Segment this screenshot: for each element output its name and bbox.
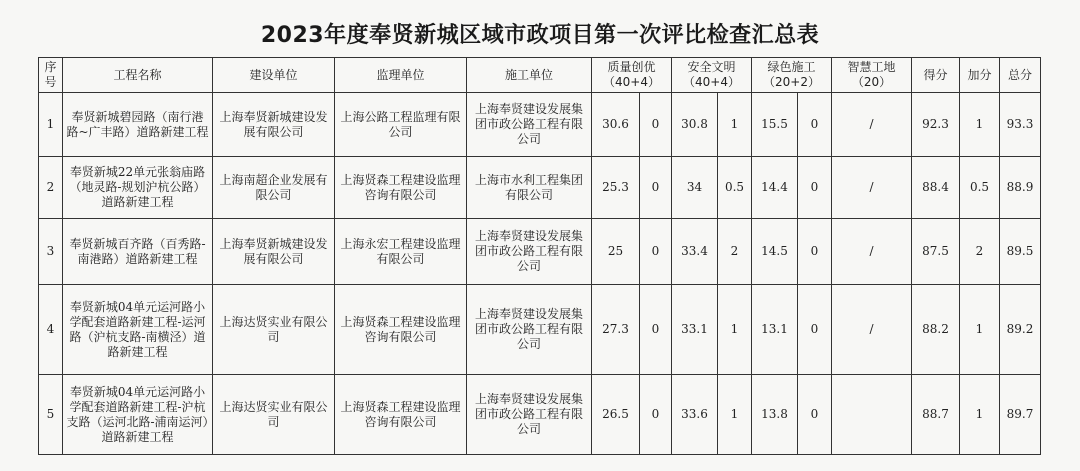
header-project-name: 工程名称 (63, 58, 213, 93)
header-quality: 质量创优 （40+4） (592, 58, 672, 93)
cell-project-name: 奉贤新城百齐路（百秀路-南港路）道路新建工程 (63, 219, 213, 285)
cell-seq: 3 (39, 219, 63, 285)
cell-bonus: 1 (960, 285, 1000, 375)
cell-safety: 30.8 (672, 93, 718, 157)
cell-project-name: 奉贤新城04单元运河路小学配套道路新建工程-沪杭支路（运河北路-浦南运河）道路新建工程 (63, 375, 213, 455)
cell-safety: 33.4 (672, 219, 718, 285)
header-contractor: 施工单位 (467, 58, 592, 93)
cell-quality: 25.3 (592, 157, 640, 219)
header-safety: 安全文明 （40+4） (672, 58, 752, 93)
cell-quality-bonus: 0 (640, 375, 672, 455)
cell-green-bonus: 0 (798, 93, 832, 157)
cell-supervisor: 上海公路工程监理有限公司 (335, 93, 467, 157)
document-title: 2023年度奉贤新城区域市政项目第一次评比检查汇总表 (260, 23, 820, 48)
cell-safety-bonus: 0.5 (718, 157, 752, 219)
cell-green: 14.5 (752, 219, 798, 285)
table-row (39, 375, 1041, 455)
cell-safety-bonus: 1 (718, 375, 752, 455)
cell-contractor: 上海奉贤建设发展集团市政公路工程有限公司 (467, 285, 592, 375)
cell-smart-site: / (832, 285, 912, 375)
cell-score: 88.2 (912, 285, 960, 375)
cell-quality: 26.5 (592, 375, 640, 455)
header-green: 绿色施工 （20+2） (752, 58, 832, 93)
cell-quality-bonus: 0 (640, 93, 672, 157)
cell-seq: 5 (39, 375, 63, 455)
cell-quality-bonus: 0 (640, 285, 672, 375)
cell-contractor: 上海奉贤建设发展集团市政公路工程有限公司 (467, 93, 592, 157)
cell-seq: 1 (39, 93, 63, 157)
cell-builder: 上海达贤实业有限公司 (213, 375, 335, 455)
cell-supervisor: 上海贤森工程建设监理咨询有限公司 (335, 157, 467, 219)
cell-smart-site (832, 375, 912, 455)
cell-smart-site: / (832, 93, 912, 157)
cell-total: 89.2 (1000, 285, 1041, 375)
cell-seq: 4 (39, 285, 63, 375)
cell-score: 88.4 (912, 157, 960, 219)
cell-green-bonus: 0 (798, 285, 832, 375)
cell-safety: 33.1 (672, 285, 718, 375)
cell-safety: 33.6 (672, 375, 718, 455)
cell-total: 89.5 (1000, 219, 1041, 285)
cell-green-bonus: 0 (798, 157, 832, 219)
cell-score: 88.7 (912, 375, 960, 455)
cell-green-bonus: 0 (798, 375, 832, 455)
cell-supervisor: 上海贤森工程建设监理咨询有限公司 (335, 285, 467, 375)
cell-project-name: 奉贤新城碧园路（南行港路~广丰路）道路新建工程 (63, 93, 213, 157)
header-score: 得分 (912, 58, 960, 93)
table-row (39, 285, 1041, 375)
cell-green: 13.1 (752, 285, 798, 375)
table-row (39, 157, 1041, 219)
cell-contractor: 上海奉贤建设发展集团市政公路工程有限公司 (467, 219, 592, 285)
cell-quality: 30.6 (592, 93, 640, 157)
cell-bonus: 2 (960, 219, 1000, 285)
summary-table (38, 57, 1041, 455)
table-header-row (39, 58, 1041, 93)
cell-contractor: 上海市水利工程集团有限公司 (467, 157, 592, 219)
cell-project-name: 奉贤新城22单元张翁庙路（地灵路-规划沪杭公路）道路新建工程 (63, 157, 213, 219)
cell-score: 92.3 (912, 93, 960, 157)
cell-builder: 上海南超企业发展有限公司 (213, 157, 335, 219)
cell-quality: 27.3 (592, 285, 640, 375)
cell-project-name: 奉贤新城04单元运河路小学配套道路新建工程-运河路（沪杭支路-南横泾）道路新建工程 (63, 285, 213, 375)
cell-builder: 上海达贤实业有限公司 (213, 285, 335, 375)
cell-builder: 上海奉贤新城建设发展有限公司 (213, 93, 335, 157)
cell-smart-site: / (832, 219, 912, 285)
cell-seq: 2 (39, 157, 63, 219)
header-builder: 建设单位 (213, 58, 335, 93)
cell-smart-site: / (832, 157, 912, 219)
cell-total: 89.7 (1000, 375, 1041, 455)
cell-supervisor: 上海贤森工程建设监理咨询有限公司 (335, 375, 467, 455)
header-bonus: 加分 (960, 58, 1000, 93)
table-row (39, 219, 1041, 285)
header-supervisor: 监理单位 (335, 58, 467, 93)
cell-green: 15.5 (752, 93, 798, 157)
cell-safety-bonus: 2 (718, 219, 752, 285)
cell-safety-bonus: 1 (718, 93, 752, 157)
cell-supervisor: 上海永宏工程建设监理有限公司 (335, 219, 467, 285)
cell-safety-bonus: 1 (718, 285, 752, 375)
cell-safety: 34 (672, 157, 718, 219)
cell-green: 14.4 (752, 157, 798, 219)
cell-builder: 上海奉贤新城建设发展有限公司 (213, 219, 335, 285)
cell-bonus: 1 (960, 375, 1000, 455)
cell-green: 13.8 (752, 375, 798, 455)
cell-quality: 25 (592, 219, 640, 285)
cell-green-bonus: 0 (798, 219, 832, 285)
cell-total: 93.3 (1000, 93, 1041, 157)
table-row (39, 93, 1041, 157)
cell-quality-bonus: 0 (640, 219, 672, 285)
cell-quality-bonus: 0 (640, 157, 672, 219)
cell-bonus: 0.5 (960, 157, 1000, 219)
cell-contractor: 上海奉贤建设发展集团市政公路工程有限公司 (467, 375, 592, 455)
header-smart-site: 智慧工地 （20） (832, 58, 912, 93)
header-seq: 序 号 (39, 58, 63, 93)
header-total: 总分 (1000, 58, 1041, 93)
cell-score: 87.5 (912, 219, 960, 285)
cell-bonus: 1 (960, 93, 1000, 157)
cell-total: 88.9 (1000, 157, 1041, 219)
